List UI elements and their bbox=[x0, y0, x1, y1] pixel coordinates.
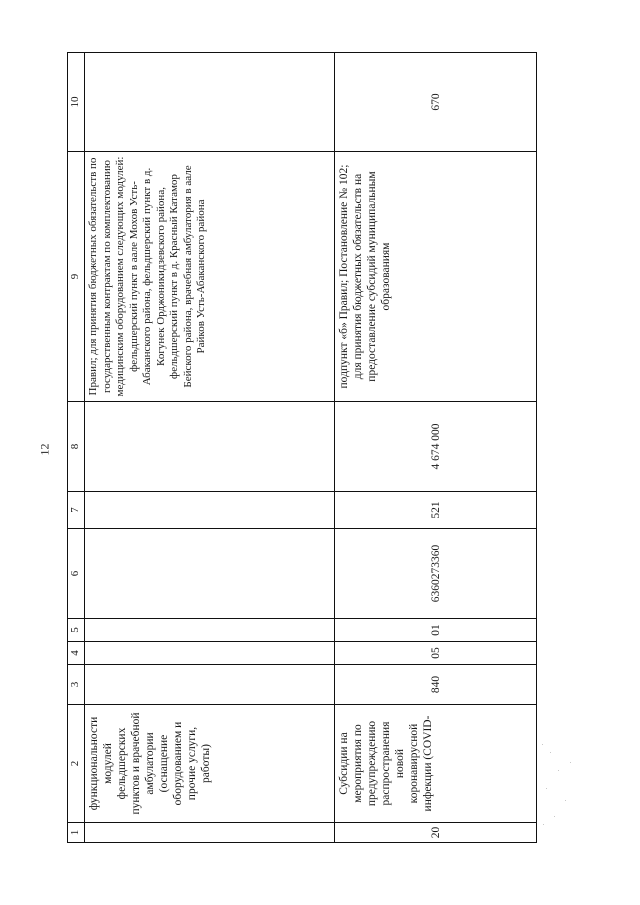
column-number: 2 bbox=[68, 705, 85, 823]
column-number: 3 bbox=[68, 665, 85, 705]
column-number: 5 bbox=[68, 619, 85, 642]
code-cell: 670 bbox=[335, 53, 537, 152]
column-number-row bbox=[68, 53, 85, 843]
budget-table bbox=[67, 52, 537, 843]
page-number: 12 bbox=[37, 443, 52, 456]
section-code-cell: 05 bbox=[335, 642, 537, 665]
justification-cell: Правил; для принятия бюджетных обязательств по государственным контрактам по комплектованию медицинским оборудованием следующих модулей: фельдшерский пункт в аале Мохов Усть-Абаканского района, фельдшерский пункт в д. Когунек Орджоникидзевского района, фельдшерский пункт в д. Красный Катамор Бейского района, врачебная амбулатория в аале Райков Усть-Абаканского района bbox=[85, 152, 335, 402]
table-row bbox=[85, 53, 335, 843]
table-row bbox=[335, 53, 537, 843]
column-number: 8 bbox=[68, 402, 85, 492]
column-number: 4 bbox=[68, 642, 85, 665]
subsection-code-cell bbox=[85, 619, 335, 642]
scan-noise bbox=[540, 740, 580, 830]
column-number: 9 bbox=[68, 152, 85, 402]
code-cell bbox=[85, 53, 335, 152]
column-number: 10 bbox=[68, 53, 85, 152]
rotated-table-container bbox=[67, 53, 537, 843]
justification-cell: подпункт «б» Правил; Постановление № 102; для принятия бюджетных обязательств на предоставление субсидий муниципальным образованиям bbox=[335, 152, 537, 402]
amount-cell: 4 674 000 bbox=[335, 402, 537, 492]
column-number: 6 bbox=[68, 529, 85, 619]
column-number: 1 bbox=[68, 823, 85, 843]
description-cell: Субсидии на мероприятия по предупреждению распространения новой коронавирусной инфекции (COVID- bbox=[335, 705, 537, 823]
description-cell: функциональности модулей фельдшерских пунктов и врачебной амбулатории (оснащение оборудованием и прочие услуги, работы) bbox=[85, 705, 335, 823]
section-code-cell bbox=[85, 642, 335, 665]
amount-cell bbox=[85, 402, 335, 492]
expense-type-cell bbox=[85, 492, 335, 529]
column-number: 7 bbox=[68, 492, 85, 529]
subsection-code-cell: 01 bbox=[335, 619, 537, 642]
expense-type-cell: 521 bbox=[335, 492, 537, 529]
target-article-cell: 6360273360 bbox=[335, 529, 537, 619]
ministry-code-cell: 840 bbox=[335, 665, 537, 705]
row-index-cell bbox=[85, 823, 335, 843]
target-article-cell bbox=[85, 529, 335, 619]
row-index-cell: 20 bbox=[335, 823, 537, 843]
ministry-code-cell bbox=[85, 665, 335, 705]
